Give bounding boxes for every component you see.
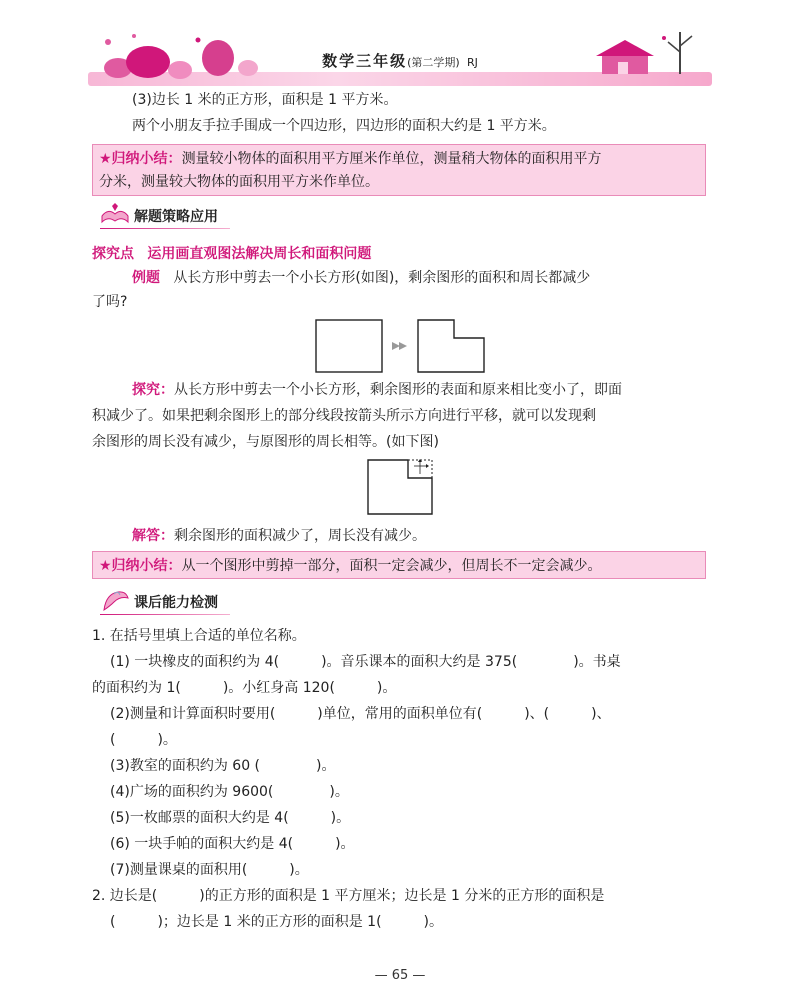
text-line: 了吗? <box>92 294 128 310</box>
explore-point-label: 探究点 <box>92 246 134 262</box>
summary-text: 从一个图形中剪掉一部分，面积一定会减少，但周长不一定会减少。 <box>181 558 602 574</box>
summary-box <box>92 144 706 196</box>
section-rule <box>100 614 230 615</box>
answer-line <box>132 526 426 546</box>
rectangle-shape <box>316 320 382 372</box>
example-figure <box>312 318 488 376</box>
text-line: (3)边长 1 米的正方形，面积是 1 平方米。 <box>132 92 398 108</box>
question-line: (3)教室的面积约为 60 ( )。 <box>110 758 336 774</box>
answer-label: 解答： <box>132 528 174 544</box>
exploration-line <box>132 380 622 400</box>
cut-rectangle-shape <box>418 320 484 372</box>
summary-label: ★归纳小结： <box>99 558 182 574</box>
header-term: (第二学期) <box>407 56 460 69</box>
arrow-icon <box>392 342 400 350</box>
arrow-icon <box>399 342 407 350</box>
exploration-text: 从长方形中剪去一个小长方形，剩余图形的表面和原来相比变小了，即面 <box>174 382 622 398</box>
summary-box <box>92 551 706 579</box>
question-line: (2)测量和计算面积时要用( )单位，常用的面积单位有( )、( )、 <box>110 706 611 722</box>
question-line: 的面积约为 1( )。小红身高 120( )。 <box>92 680 397 696</box>
text-line: 两个小朋友手拉手围成一个四边形，四边形的面积大约是 1 平方米。 <box>132 118 556 134</box>
section-rule <box>100 228 230 229</box>
question-line: ( )；边长是 1 米的正方形的面积是 1( )。 <box>110 914 444 930</box>
answer-text: 剩余图形的面积减少了，周长没有减少。 <box>174 528 426 544</box>
question-line: (5)一枚邮票的面积大约是 4( )。 <box>110 810 351 826</box>
section-title: 解题策略应用 <box>134 209 218 225</box>
exploration-label: 探究： <box>132 382 174 398</box>
summary-label: ★归纳小结： <box>99 151 182 167</box>
header-title <box>88 50 712 71</box>
book-icon <box>100 202 130 226</box>
page-number: — 65 — <box>374 968 426 983</box>
explore-point-line <box>92 244 371 264</box>
header-edition: RJ <box>466 56 478 69</box>
question-line: (1) 一块橡皮的面积约为 4( )。音乐课本的面积大约是 375( )。书桌 <box>110 654 621 670</box>
example-text: 从长方形中剪去一个小长方形(如图)，剩余图形的面积和周长都减少 <box>173 270 591 286</box>
section-title: 课后能力检测 <box>134 595 218 611</box>
question-line: (6) 一块手帕的面积大约是 4( )。 <box>110 836 355 852</box>
example-line <box>132 268 590 288</box>
page-header <box>88 28 712 86</box>
explore-point-title: 运用画直观图法解决周长和面积问题 <box>147 246 372 262</box>
example-label: 例题 <box>132 270 160 286</box>
text-line: 余图形的周长没有减少，与原图形的周长相等。(如下图) <box>92 434 439 450</box>
flag-icon <box>100 588 130 614</box>
translation-figure <box>364 458 436 516</box>
summary-text: 测量较小物体的面积用平方厘米作单位，测量稍大物体的面积用平方 <box>181 151 602 167</box>
question-stem: 1. 在括号里填上合适的单位名称。 <box>92 628 306 644</box>
summary-text: 分米，测量较大物体的面积用平方米作单位。 <box>99 174 379 190</box>
question-line: 2. 边长是( )的正方形的面积是 1 平方厘米；边长是 1 分米的正方形的面积是 <box>92 888 605 904</box>
header-subject: 数学三年级 <box>322 52 408 70</box>
question-line: ( )。 <box>110 732 177 748</box>
text-line: 积减少了。如果把剩余图形上的部分线段按箭头所示方向进行平移，就可以发现剩 <box>92 408 596 424</box>
question-line: (4)广场的面积约为 9600( )。 <box>110 784 349 800</box>
question-line: (7)测量课桌的面积用( )。 <box>110 862 309 878</box>
